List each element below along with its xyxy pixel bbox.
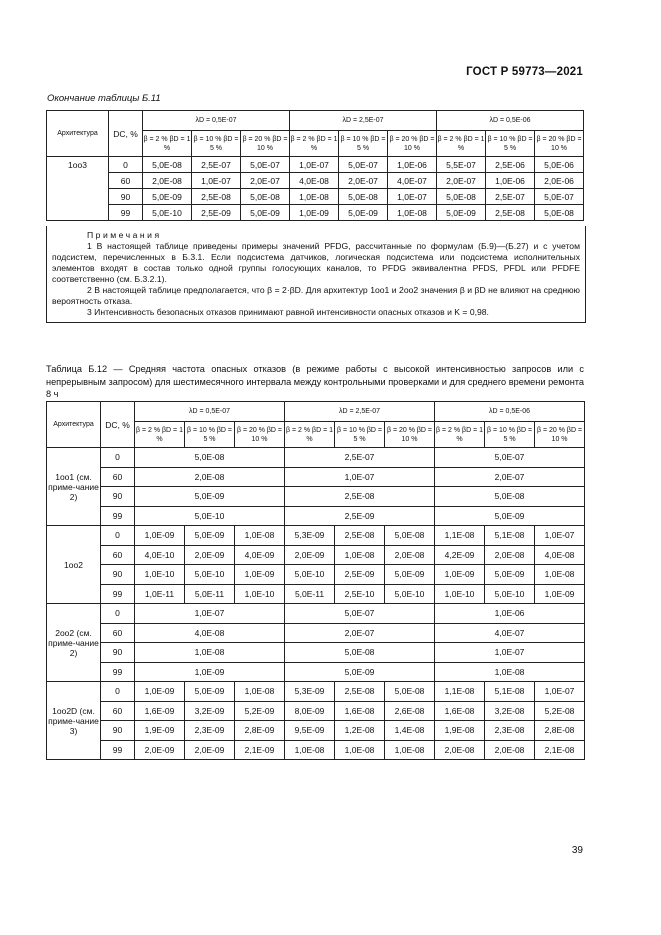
value-cell: 1,0E-09 <box>290 205 339 221</box>
value-cell: 1,0E-10 <box>135 565 185 585</box>
lambda-group-header: λD = 0,5E-07 <box>135 402 285 422</box>
table-row <box>47 487 585 507</box>
beta-subheader: β = 20 % βD = 10 % <box>235 422 285 448</box>
table-b11-end <box>46 110 584 221</box>
value-cell: 1,0E-08 <box>385 740 435 760</box>
value-cell: 4,0E-08 <box>290 173 339 189</box>
dc-cell: 60 <box>101 467 135 487</box>
value-cell: 2,3E-08 <box>485 721 535 741</box>
beta-subheader: β = 10 % βD = 5 % <box>185 422 235 448</box>
value-cell: 5,1E-08 <box>485 682 535 702</box>
lambda-group-header: λD = 0,5E-06 <box>435 402 585 422</box>
lambda-group-header: λD = 0,5E-06 <box>437 111 584 131</box>
beta-subheader: β = 2 % βD = 1 % <box>290 131 339 157</box>
value-cell: 5,0E-09 <box>185 526 235 546</box>
table-row <box>47 506 585 526</box>
value-cell: 5,0E-08 <box>241 189 290 205</box>
value-cell: 2,5E-09 <box>192 205 241 221</box>
value-cell: 4,0E-07 <box>388 173 437 189</box>
beta-subheader: β = 10 % βD = 5 % <box>485 422 535 448</box>
value-cell: 1,0E-08 <box>290 189 339 205</box>
value-cell: 1,0E-10 <box>435 584 485 604</box>
value-cell: 5,0E-08 <box>535 205 584 221</box>
value-cell: 5,0E-08 <box>385 682 435 702</box>
value-cell: 5,0E-09 <box>385 565 435 585</box>
value-cell: 1,0E-07 <box>135 604 285 624</box>
value-cell: 2,5E-06 <box>486 157 535 173</box>
value-cell: 1,0E-08 <box>388 205 437 221</box>
architecture-cell: 1oo1 (см. приме-чание 2) <box>47 448 101 526</box>
table-row <box>47 682 585 702</box>
value-cell: 5,0E-08 <box>143 157 192 173</box>
value-cell: 4,0E-08 <box>135 623 285 643</box>
value-cell: 2,0E-09 <box>135 740 185 760</box>
value-cell: 1,0E-09 <box>235 565 285 585</box>
table2-caption: Таблица Б.12 — Средняя частота опасных отказов (в режиме работы с высокой интенсивностью запросов или с непрерывным запросом) для шестимесячного интервала между контрольными проверками и для среднего времени ремонта 8 ч <box>46 364 584 399</box>
value-cell: 1,0E-08 <box>535 565 585 585</box>
dc-cell: 0 <box>101 448 135 468</box>
beta-subheader: β = 10 % βD = 5 % <box>339 131 388 157</box>
value-cell: 5,3E-09 <box>285 682 335 702</box>
architecture-cell: 1oo2D (см. приме-чание 3) <box>47 682 101 760</box>
value-cell: 5,0E-09 <box>339 205 388 221</box>
lambda-group-header: λD = 2,5E-07 <box>290 111 437 131</box>
value-cell: 2,5E-09 <box>335 565 385 585</box>
value-cell: 5,0E-11 <box>185 584 235 604</box>
value-cell: 2,5E-10 <box>335 584 385 604</box>
value-cell: 1,2E-08 <box>335 721 385 741</box>
beta-subheader: β = 2 % βD = 1 % <box>435 422 485 448</box>
value-cell: 2,0E-07 <box>339 173 388 189</box>
value-cell: 4,2E-09 <box>435 545 485 565</box>
value-cell: 1,0E-08 <box>285 740 335 760</box>
table-row <box>47 545 585 565</box>
value-cell: 1,0E-06 <box>486 173 535 189</box>
value-cell: 2,5E-08 <box>486 205 535 221</box>
dc-cell: 0 <box>101 682 135 702</box>
value-cell: 2,0E-07 <box>435 467 585 487</box>
value-cell: 2,8E-09 <box>235 721 285 741</box>
value-cell: 5,0E-08 <box>435 487 585 507</box>
value-cell: 5,0E-08 <box>437 189 486 205</box>
value-cell: 5,2E-08 <box>535 701 585 721</box>
value-cell: 1,0E-09 <box>135 526 185 546</box>
value-cell: 1,0E-09 <box>435 565 485 585</box>
dc-cell: 90 <box>101 721 135 741</box>
dc-cell: 99 <box>101 662 135 682</box>
architecture-cell: 1oo3 <box>47 157 109 221</box>
value-cell: 2,5E-07 <box>285 448 435 468</box>
value-cell: 5,0E-06 <box>535 157 584 173</box>
value-cell: 2,0E-06 <box>535 173 584 189</box>
value-cell: 1,0E-07 <box>535 526 585 546</box>
value-cell: 1,4E-08 <box>385 721 435 741</box>
value-cell: 2,3E-09 <box>185 721 235 741</box>
beta-subheader: β = 10 % βD = 5 % <box>335 422 385 448</box>
value-cell: 1,0E-06 <box>435 604 585 624</box>
value-cell: 1,6E-08 <box>435 701 485 721</box>
value-cell: 5,0E-08 <box>339 189 388 205</box>
value-cell: 5,0E-10 <box>185 565 235 585</box>
value-cell: 2,0E-08 <box>485 545 535 565</box>
beta-subheader: β = 2 % βD = 1 % <box>135 422 185 448</box>
beta-subheader: β = 2 % βD = 1 % <box>285 422 335 448</box>
value-cell: 2,8E-08 <box>535 721 585 741</box>
value-cell: 1,0E-06 <box>388 157 437 173</box>
value-cell: 5,0E-07 <box>435 448 585 468</box>
dc-cell: 90 <box>109 189 143 205</box>
dc-cell: 90 <box>101 487 135 507</box>
value-cell: 5,0E-09 <box>135 487 285 507</box>
lambda-group-header: λD = 2,5E-07 <box>285 402 435 422</box>
value-cell: 2,6E-08 <box>385 701 435 721</box>
value-cell: 1,0E-07 <box>285 467 435 487</box>
table-row <box>47 448 585 468</box>
value-cell: 1,0E-07 <box>388 189 437 205</box>
value-cell: 1,0E-11 <box>135 584 185 604</box>
value-cell: 5,0E-08 <box>385 526 435 546</box>
value-cell: 1,0E-07 <box>192 173 241 189</box>
value-cell: 5,0E-07 <box>535 189 584 205</box>
table-row <box>47 565 585 585</box>
beta-subheader: β = 10 % βD = 5 % <box>192 131 241 157</box>
note-1: 1 В настоящей таблице приведены примеры значений PFDG, рассчитанные по формулам (Б.9)—(Б.27) и с учетом подсистем, перечисленных в Б.3.1. Если подсистема датчиков, логическая подсистема или подсистема исполнительных элементов входят в состав только одной группы голосующих каналов, то PFDG эквивалентна PFDS, PFDL или PFDFE соответственно (см. Б.3.2.1). <box>52 241 580 284</box>
col-dc: DC, % <box>109 111 143 157</box>
value-cell: 2,0E-09 <box>285 545 335 565</box>
value-cell: 2,0E-08 <box>485 740 535 760</box>
value-cell: 5,0E-07 <box>285 604 435 624</box>
value-cell: 5,0E-09 <box>485 565 535 585</box>
dc-cell: 99 <box>101 740 135 760</box>
value-cell: 2,5E-08 <box>335 526 385 546</box>
value-cell: 8,0E-09 <box>285 701 335 721</box>
page-number: 39 <box>571 845 583 856</box>
value-cell: 5,0E-09 <box>437 205 486 221</box>
value-cell: 1,0E-08 <box>235 526 285 546</box>
table-row <box>47 157 584 173</box>
value-cell: 9,5E-09 <box>285 721 335 741</box>
value-cell: 2,0E-08 <box>143 173 192 189</box>
value-cell: 5,0E-09 <box>143 189 192 205</box>
value-cell: 2,5E-08 <box>285 487 435 507</box>
table-row <box>47 643 585 663</box>
value-cell: 2,1E-09 <box>235 740 285 760</box>
value-cell: 3,2E-08 <box>485 701 535 721</box>
value-cell: 1,0E-09 <box>135 662 285 682</box>
value-cell: 5,0E-10 <box>385 584 435 604</box>
notes-heading: Примечания <box>87 230 162 240</box>
value-cell: 5,0E-11 <box>285 584 335 604</box>
value-cell: 1,0E-10 <box>235 584 285 604</box>
value-cell: 1,0E-08 <box>335 740 385 760</box>
dc-cell: 99 <box>101 584 135 604</box>
note-2: 2 В настоящей таблице предполагается, что β = 2·βD. Для архитектур 1oo1 и 2oo2 значения β и βD не влияют на среднюю вероятность отказа. <box>52 285 580 306</box>
value-cell: 5,0E-10 <box>135 506 285 526</box>
table-row <box>47 467 585 487</box>
value-cell: 1,0E-07 <box>435 643 585 663</box>
value-cell: 2,5E-07 <box>486 189 535 205</box>
col-dc: DC, % <box>101 402 135 448</box>
dc-cell: 60 <box>109 173 143 189</box>
beta-subheader: β = 10 % βD = 5 % <box>486 131 535 157</box>
value-cell: 2,5E-08 <box>192 189 241 205</box>
table-row <box>47 526 585 546</box>
value-cell: 4,0E-09 <box>235 545 285 565</box>
value-cell: 2,0E-07 <box>285 623 435 643</box>
value-cell: 1,9E-08 <box>435 721 485 741</box>
beta-subheader: β = 2 % βD = 1 % <box>143 131 192 157</box>
table-row <box>47 604 585 624</box>
value-cell: 5,0E-08 <box>285 643 435 663</box>
value-cell: 1,1E-08 <box>435 526 485 546</box>
value-cell: 5,3E-09 <box>285 526 335 546</box>
value-cell: 2,0E-07 <box>241 173 290 189</box>
value-cell: 2,0E-07 <box>437 173 486 189</box>
table-row <box>47 623 585 643</box>
value-cell: 2,5E-09 <box>285 506 435 526</box>
table-b12 <box>46 401 585 760</box>
dc-cell: 60 <box>101 623 135 643</box>
value-cell: 5,0E-09 <box>285 662 435 682</box>
table-row <box>47 740 585 760</box>
dc-cell: 0 <box>109 157 143 173</box>
value-cell: 5,0E-10 <box>143 205 192 221</box>
dc-cell: 0 <box>101 526 135 546</box>
document-header: ГОСТ Р 59773—2021 <box>466 66 583 78</box>
dc-cell: 0 <box>101 604 135 624</box>
value-cell: 2,5E-08 <box>335 682 385 702</box>
value-cell: 5,5E-07 <box>437 157 486 173</box>
value-cell: 5,0E-09 <box>241 205 290 221</box>
beta-subheader: β = 20 % βD = 10 % <box>388 131 437 157</box>
value-cell: 1,0E-07 <box>290 157 339 173</box>
value-cell: 5,0E-09 <box>435 506 585 526</box>
value-cell: 1,0E-09 <box>535 584 585 604</box>
value-cell: 5,1E-08 <box>485 526 535 546</box>
value-cell: 4,0E-08 <box>535 545 585 565</box>
value-cell: 2,0E-09 <box>185 545 235 565</box>
value-cell: 2,0E-08 <box>435 740 485 760</box>
value-cell: 3,2E-09 <box>185 701 235 721</box>
value-cell: 4,0E-07 <box>435 623 585 643</box>
architecture-cell: 2oo2 (см. приме-чание 2) <box>47 604 101 682</box>
beta-subheader: β = 20 % βD = 10 % <box>385 422 435 448</box>
value-cell: 1,9E-09 <box>135 721 185 741</box>
dc-cell: 60 <box>101 545 135 565</box>
value-cell: 5,0E-07 <box>339 157 388 173</box>
value-cell: 2,0E-08 <box>135 467 285 487</box>
note-3: 3 Интенсивность безопасных отказов принимают равной интенсивности опасных отказов и K = 0,98. <box>87 307 489 317</box>
value-cell: 1,0E-08 <box>235 682 285 702</box>
table-row <box>47 701 585 721</box>
table1-caption: Окончание таблицы Б.11 <box>47 93 161 104</box>
value-cell: 1,0E-08 <box>435 662 585 682</box>
value-cell: 5,0E-10 <box>285 565 335 585</box>
col-architecture: Архитектура <box>47 111 109 157</box>
value-cell: 5,0E-07 <box>241 157 290 173</box>
dc-cell: 90 <box>101 643 135 663</box>
dc-cell: 60 <box>101 701 135 721</box>
dc-cell: 99 <box>109 205 143 221</box>
value-cell: 1,0E-08 <box>135 643 285 663</box>
value-cell: 2,1E-08 <box>535 740 585 760</box>
architecture-cell: 1oo2 <box>47 526 101 604</box>
table-row <box>47 584 585 604</box>
value-cell: 1,0E-08 <box>335 545 385 565</box>
dc-cell: 90 <box>101 565 135 585</box>
table-row <box>47 189 584 205</box>
table-row <box>47 205 584 221</box>
beta-subheader: β = 20 % βD = 10 % <box>535 131 584 157</box>
value-cell: 2,0E-09 <box>185 740 235 760</box>
value-cell: 1,1E-08 <box>435 682 485 702</box>
value-cell: 2,5E-07 <box>192 157 241 173</box>
value-cell: 1,0E-09 <box>135 682 185 702</box>
beta-subheader: β = 20 % βD = 10 % <box>535 422 585 448</box>
value-cell: 2,0E-08 <box>385 545 435 565</box>
table-row <box>47 662 585 682</box>
value-cell: 5,0E-08 <box>135 448 285 468</box>
col-architecture: Архитектура <box>47 402 101 448</box>
value-cell: 4,0E-10 <box>135 545 185 565</box>
value-cell: 5,0E-10 <box>485 584 535 604</box>
table-row <box>47 173 584 189</box>
table-row <box>47 721 585 741</box>
value-cell: 1,0E-07 <box>535 682 585 702</box>
dc-cell: 99 <box>101 506 135 526</box>
lambda-group-header: λD = 0,5E-07 <box>143 111 290 131</box>
value-cell: 5,2E-09 <box>235 701 285 721</box>
value-cell: 5,0E-09 <box>185 682 235 702</box>
table1-notes <box>46 226 586 323</box>
value-cell: 1,6E-08 <box>335 701 385 721</box>
value-cell: 1,6E-09 <box>135 701 185 721</box>
beta-subheader: β = 20 % βD = 10 % <box>241 131 290 157</box>
beta-subheader: β = 2 % βD = 1 % <box>437 131 486 157</box>
